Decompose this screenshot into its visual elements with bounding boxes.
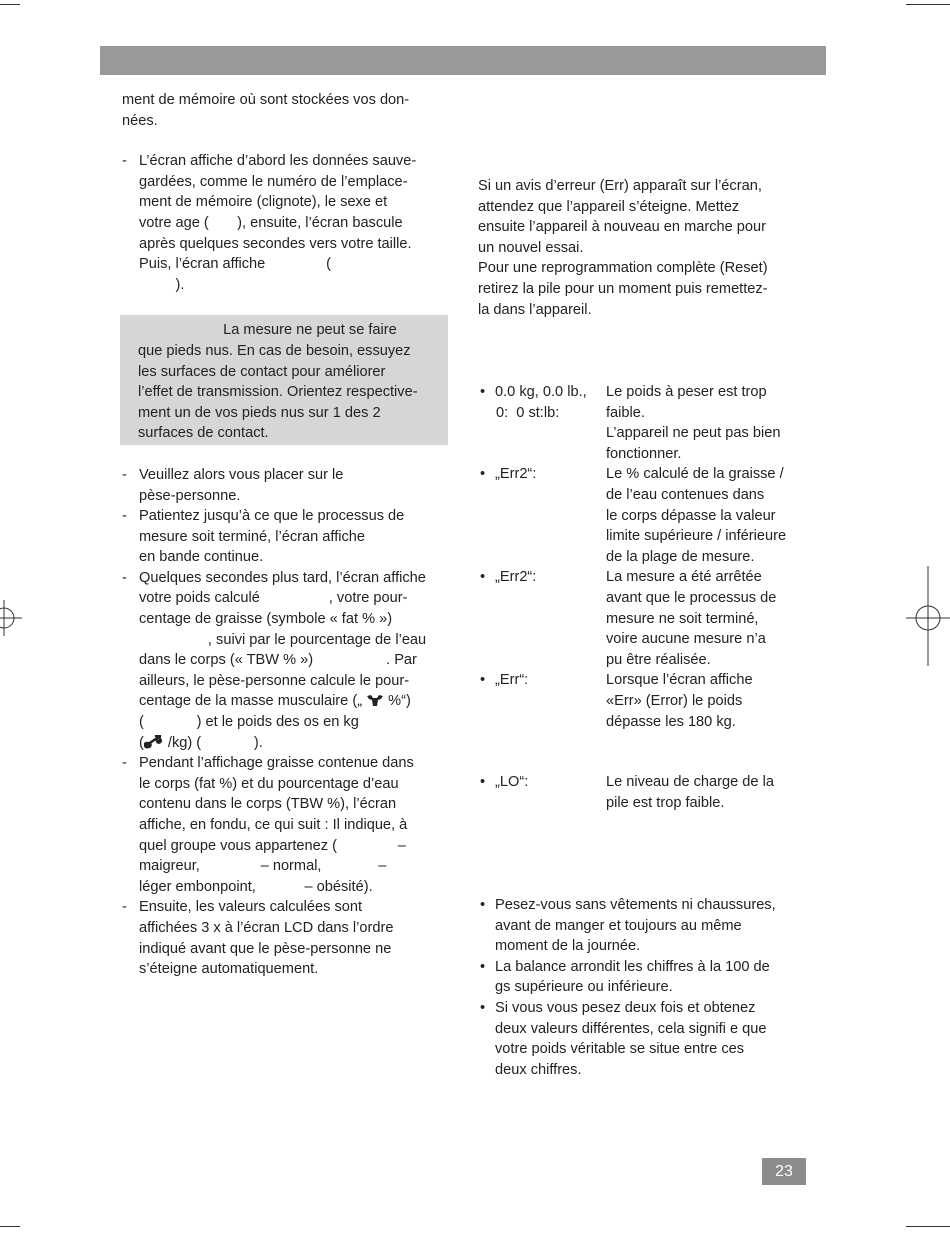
battery-error-table xyxy=(478,772,810,813)
text-line: ensuite l’appareil à nouveau en marche pour xyxy=(478,219,767,236)
error-code xyxy=(495,464,607,485)
text-line: ( xyxy=(139,734,144,751)
text-line: La mesure a été arrêtée xyxy=(606,569,762,586)
text-line: indiqué avant que le pèse-personne ne xyxy=(139,940,392,957)
text-line: Le niveau de charge de la xyxy=(606,774,774,790)
text-line: le corps dépasse la valeur xyxy=(606,507,776,524)
list-item xyxy=(478,998,810,1080)
text-line: /kg) ( ). xyxy=(163,734,263,751)
text-line: de l’eau contenues dans xyxy=(606,486,765,503)
text-line: quel groupe vous appartenez ( – xyxy=(139,837,406,854)
tips-list xyxy=(478,895,810,1080)
text-line: affichées 3 x à l’écran LCD dans l’ordre xyxy=(139,919,394,936)
text-line: léger embonpoint, – obésité). xyxy=(139,878,373,895)
text-line: %“) xyxy=(384,693,411,710)
text-line: votre poids calculé , votre pour- xyxy=(139,590,408,607)
text-line: ment un de vos pieds nus sur 1 des 2 xyxy=(138,404,381,421)
muscle-icon xyxy=(366,693,384,707)
text-line: 0.0 kg, 0.0 lb., xyxy=(495,384,587,400)
text-line: Veuillez alors vous placer sur le xyxy=(139,466,344,483)
text-line: Ensuite, les valeurs calculées sont xyxy=(139,899,363,916)
text-line: un nouvel essai. xyxy=(478,239,584,256)
error-code xyxy=(495,670,607,691)
error-row xyxy=(478,670,810,732)
error-description xyxy=(606,464,810,567)
text-line: Si un avis d’erreur (Err) apparaît sur l’écran, xyxy=(478,178,762,194)
steps-list-2 xyxy=(122,465,450,980)
crop-mark xyxy=(906,4,950,5)
text-line: que pieds nus. En cas de besoin, essuyez xyxy=(138,342,411,359)
text-line: ment de mémoire (clignote), le sexe et xyxy=(139,194,388,211)
text-line: gardées, comme le numéro de l’emplace- xyxy=(139,173,408,190)
text-line: gs supérieure ou inférieure. xyxy=(495,979,673,996)
error-code xyxy=(495,382,607,423)
list-item xyxy=(122,897,450,979)
text-line: voire aucune mesure n’a xyxy=(606,631,766,648)
list-item xyxy=(122,568,450,753)
text-line: la dans l’appareil. xyxy=(478,301,592,318)
text-line: maigreur, – normal, – xyxy=(139,858,387,875)
text-line: le corps (fat %) et du pourcentage d’eau xyxy=(139,775,399,792)
error-code xyxy=(495,567,607,588)
page-number: 23 xyxy=(762,1158,806,1185)
text-line: l’effet de transmission. Orientez respective- xyxy=(138,384,418,401)
error-intro-paragraph xyxy=(478,176,810,320)
text-line: Lorsque l’écran affiche xyxy=(606,672,753,689)
text-line: Si vous vous pesez deux fois et obtenez xyxy=(495,999,756,1016)
text-line: contenu dans le corps (TBW %), l’écran xyxy=(139,796,397,813)
text-line: pile est trop faible. xyxy=(606,794,725,811)
text-line: Puis, l’écran affiche ( xyxy=(139,256,331,273)
text-line: La balance arrondit les chiffres à la 100 de xyxy=(495,958,770,975)
text-line: en bande continue. xyxy=(139,549,264,566)
text-line: 0: 0 st:lb: xyxy=(496,404,560,421)
text-line: ). xyxy=(139,276,185,293)
text-line: dans le corps (« TBW % ») . Par xyxy=(139,652,417,669)
text-line: „Err2“: xyxy=(495,569,537,586)
text-line: , suivi par le pourcentage de l’eau xyxy=(139,631,427,648)
registration-mark-left xyxy=(0,600,24,636)
error-description xyxy=(606,670,810,732)
text-line: votre poids véritable se situe entre ces xyxy=(495,1041,745,1058)
text-line: dépasse les 180 kg. xyxy=(606,713,736,730)
text-line: „Err“: xyxy=(495,672,529,689)
error-row xyxy=(478,382,810,464)
error-description xyxy=(606,772,810,813)
intro-paragraph xyxy=(122,90,450,131)
list-item xyxy=(122,151,450,295)
header-bar xyxy=(100,46,826,75)
text-line: pu être réalisée. xyxy=(606,651,711,668)
crop-mark xyxy=(0,1226,20,1227)
text-line: faible. xyxy=(606,404,645,421)
registration-mark-right xyxy=(902,566,950,666)
text-line: les surfaces de contact pour améliorer xyxy=(138,363,386,380)
text-line: mesure soit terminé, l’écran affiche xyxy=(139,528,366,545)
text-line: attendez que l’appareil s’éteigne. Mettez xyxy=(478,198,740,215)
text-line: Patientez jusqu’à ce que le processus de xyxy=(139,508,405,525)
text-line: ment de mémoire où sont stockées vos don- xyxy=(122,92,410,108)
text-line: La mesure ne peut se faire xyxy=(138,322,397,339)
text-line: deux chiffres. xyxy=(495,1061,582,1078)
error-code xyxy=(495,772,607,793)
text-line: retirez la pile pour un moment puis remettez- xyxy=(478,280,768,297)
text-line: Le % calculé de la graisse / xyxy=(606,466,784,483)
text-line: centage de la masse musculaire („ xyxy=(139,693,367,710)
text-line: „Err2“: xyxy=(495,466,537,483)
text-line: affiche, en fondu, ce qui suit : Il indique, à xyxy=(139,817,408,833)
text-line: mesure ne soit terminé, xyxy=(606,610,759,627)
error-table xyxy=(478,382,810,732)
crop-mark xyxy=(0,4,20,5)
error-row xyxy=(478,567,810,670)
list-item xyxy=(478,957,810,998)
crop-mark xyxy=(906,1226,950,1227)
text-line: avant que le processus de xyxy=(606,589,777,606)
text-line: fonctionner. xyxy=(606,445,682,462)
text-line: Pendant l’affichage graisse contenue dans xyxy=(139,755,414,772)
text-line: limite supérieure / inférieure xyxy=(606,528,787,545)
list-item xyxy=(122,465,450,506)
text-line: Quelques secondes plus tard, l’écran affiche xyxy=(139,569,426,586)
text-line: avant de manger et toujours au même xyxy=(495,917,742,934)
text-line: pèse-personne. xyxy=(139,487,241,504)
error-row xyxy=(478,772,810,813)
text-line: surfaces de contact. xyxy=(138,425,269,442)
note-box xyxy=(120,315,448,445)
text-line: centage de graisse (symbole « fat % ») xyxy=(139,611,393,628)
text-line: Pour une reprogrammation complète (Reset) xyxy=(478,260,768,277)
text-line: moment de la journée. xyxy=(495,938,641,955)
text-line: deux valeurs différentes, cela signifi e que xyxy=(495,1020,767,1037)
left-column xyxy=(122,90,450,980)
text-line: votre age ( ), ensuite, l’écran bascule xyxy=(139,214,403,231)
text-line: de la plage de mesure. xyxy=(606,548,755,565)
error-description xyxy=(606,567,810,670)
error-description xyxy=(606,382,810,464)
error-row xyxy=(478,464,810,567)
text-line: nées. xyxy=(122,112,158,129)
list-item xyxy=(122,506,450,568)
text-line: «Err» (Error) le poids xyxy=(606,692,743,709)
text-line: „LO“: xyxy=(495,774,529,790)
text-line: ailleurs, le pèse-personne calcule le pour- xyxy=(139,672,410,689)
text-line: Le poids à peser est trop xyxy=(606,384,767,400)
list-item xyxy=(122,753,450,897)
text-line: après quelques secondes vers votre taille. xyxy=(139,235,412,252)
list-item xyxy=(478,895,810,957)
text-line: ( ) et le poids des os en kg xyxy=(139,714,359,731)
text-line: L’appareil ne peut pas bien xyxy=(606,425,781,442)
text-line: Pesez-vous sans vêtements ni chaussures, xyxy=(495,897,776,913)
steps-list-1 xyxy=(122,151,450,295)
text-line: L’écran affiche d’abord les données sauve- xyxy=(139,153,417,170)
text-line: s’éteigne automatiquement. xyxy=(139,961,319,978)
bone-icon xyxy=(144,735,164,749)
